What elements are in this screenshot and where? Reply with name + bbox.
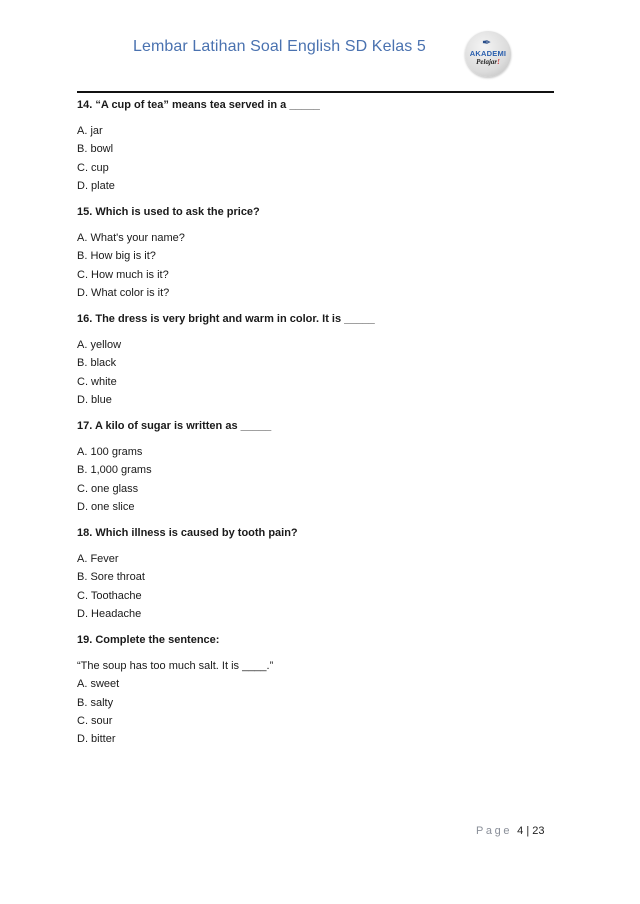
option-d: D. plate bbox=[77, 179, 115, 192]
question-19 bbox=[77, 631, 557, 748]
option-b: B. Sore throat bbox=[77, 571, 145, 584]
option-d: D. one slice bbox=[77, 500, 135, 513]
pen-icon: ✒ bbox=[482, 37, 492, 49]
question-18 bbox=[77, 524, 557, 623]
option-a: A. yellow bbox=[77, 339, 122, 352]
question-text: 15. Which is used to ask the price? bbox=[77, 206, 260, 219]
logo-exclamation: ! bbox=[497, 58, 500, 66]
option-b: B. black bbox=[77, 357, 117, 370]
page-number: 4 bbox=[517, 825, 524, 837]
question-stem: “The soup has too much salt. It is ____.” bbox=[77, 660, 274, 673]
option-c: C. one glass bbox=[77, 482, 139, 495]
option-b: B. How big is it? bbox=[77, 250, 156, 263]
question-text: 14. “A cup of tea” means tea served in a _____ bbox=[77, 99, 320, 111]
option-c: C. How much is it? bbox=[77, 268, 169, 281]
question-14 bbox=[77, 96, 557, 195]
question-15 bbox=[77, 203, 557, 302]
question-17 bbox=[77, 417, 557, 516]
header-divider bbox=[77, 91, 554, 93]
option-c: C. white bbox=[77, 375, 117, 388]
option-d: D. bitter bbox=[77, 733, 116, 746]
logo-pelajar-text: Pelajar bbox=[476, 58, 498, 66]
option-b: B. bowl bbox=[77, 143, 114, 156]
question-text: 19. Complete the sentence: bbox=[77, 634, 220, 647]
page-label: Page bbox=[476, 825, 513, 837]
question-16 bbox=[77, 310, 557, 409]
total-pages: 23 bbox=[532, 825, 545, 837]
page-separator: | bbox=[526, 825, 530, 837]
option-a: A. sweet bbox=[77, 678, 120, 691]
option-d: D. What color is it? bbox=[77, 286, 170, 299]
question-list bbox=[77, 96, 557, 756]
option-a: A. Fever bbox=[77, 553, 119, 566]
akademi-pelajar-logo bbox=[465, 31, 511, 77]
option-a: A. jar bbox=[77, 125, 103, 138]
option-b: B. salty bbox=[77, 696, 114, 709]
option-d: D. Headache bbox=[77, 607, 142, 620]
option-b: B. 1,000 grams bbox=[77, 464, 152, 477]
option-c: C. sour bbox=[77, 714, 113, 727]
question-text: 16. The dress is very bright and warm in color. It is _____ bbox=[77, 313, 375, 326]
option-c: C. Toothache bbox=[77, 589, 142, 602]
question-text: 17. A kilo of sugar is written as _____ bbox=[77, 420, 272, 433]
page-footer bbox=[476, 825, 545, 837]
option-a: A. What's your name? bbox=[77, 232, 185, 245]
header-title: Lembar Latihan Soal English SD Kelas 5 bbox=[133, 38, 426, 55]
option-a: A. 100 grams bbox=[77, 446, 143, 459]
option-d: D. blue bbox=[77, 393, 112, 406]
option-c: C. cup bbox=[77, 161, 109, 174]
logo-line-pelajar bbox=[465, 58, 511, 66]
question-text: 18. Which illness is caused by tooth pain? bbox=[77, 527, 298, 540]
logo-line-akademi: AKADEMI bbox=[469, 49, 507, 58]
